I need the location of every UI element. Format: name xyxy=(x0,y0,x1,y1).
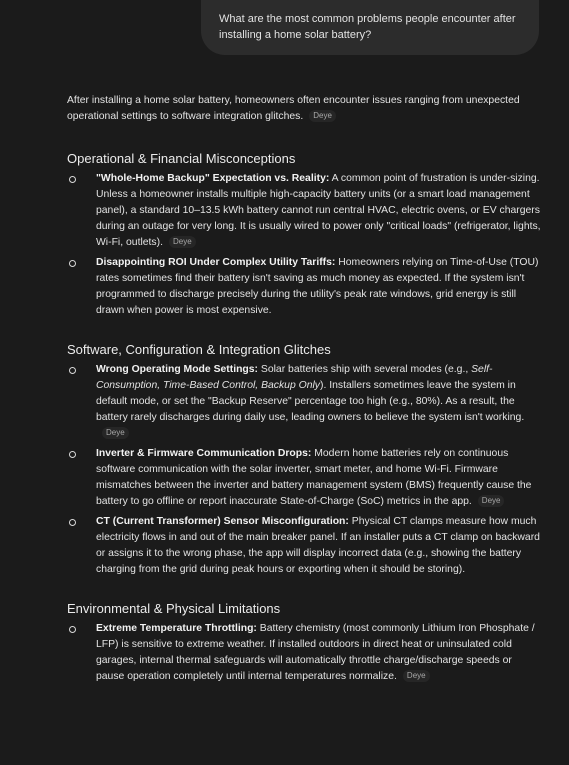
item-title: Disappointing ROI Under Complex Utility Tariffs: xyxy=(96,257,336,268)
item-text: Physical CT clamps measure how much electricity flows in and out of the main breaker panel. If an installer puts a CT clamp on backward or assigns it to the wrong phase, the app will display incorrect data (e.g., showing the battery charging from the grid during peak hours or exporting when it should be storing). xyxy=(96,516,540,575)
hollow-bullet-icon xyxy=(69,519,76,526)
item-title: "Whole-Home Backup" Expectation vs. Reality: xyxy=(96,173,330,184)
hollow-bullet-icon xyxy=(69,176,76,183)
section-list-environmental xyxy=(67,621,543,685)
intro-text: After installing a home solar battery, homeowners often encounter issues ranging from unexpected operational settings to software integration glitches. xyxy=(67,95,520,122)
section-list-operational xyxy=(67,171,543,319)
item-text: Homeowners relying on Time-of-Use (TOU) rates sometimes find their battery isn't saving as much money as expected. If the system isn't programmed to discharge precisely during the utility's peak rate windows, grid energy is still drawn when power is most expensive. xyxy=(96,257,539,316)
item-text: A common point of frustration is under-sizing. Unless a homeowner installs multiple high-capacity battery units (or a smart load management panel), a standard 10–13.5 kWh battery cannot run central HVAC, electric ovens, or EV chargers during an outage for very long. It is usually wired to power only "critical loads" (refrigerator, lights, Wi-Fi, outlets). xyxy=(96,173,541,248)
list-item xyxy=(67,362,543,442)
item-title: CT (Current Transformer) Sensor Misconfiguration: xyxy=(96,516,349,527)
hollow-bullet-icon xyxy=(69,626,76,633)
section-list-software xyxy=(67,362,543,578)
user-message-bubble xyxy=(201,0,539,55)
list-item xyxy=(67,621,543,685)
list-item xyxy=(67,514,543,578)
item-text: Battery chemistry (most commonly Lithium Iron Phosphate / LFP) is sensitive to extreme weather. If installed outdoors in direct heat or uninsulated cold garages, internal thermal safeguards will automatically throttle charge/discharge speeds or pause operation completely until internal temperatures normalize. xyxy=(96,623,535,682)
item-title: Extreme Temperature Throttling: xyxy=(96,623,257,634)
section-heading-operational: Operational & Financial Misconceptions xyxy=(67,151,296,166)
response-intro xyxy=(67,93,543,125)
section-heading-software: Software, Configuration & Integration Glitches xyxy=(67,342,331,357)
source-chip[interactable]: Deye xyxy=(403,670,430,682)
item-text: Modern home batteries rely on continuous software communication with the solar inverter, smart meter, and home Wi-Fi. Firmware mismatches between the inverter and battery management system (BMS) frequently cause the battery to go offline or report inaccurate State-of-Charge (SoC) metrics in the app. xyxy=(96,448,532,507)
list-item xyxy=(67,446,543,510)
source-chip[interactable]: Deye xyxy=(102,427,129,439)
hollow-bullet-icon xyxy=(69,367,76,374)
list-item xyxy=(67,255,543,319)
item-title: Wrong Operating Mode Settings: xyxy=(96,364,259,375)
list-item xyxy=(67,171,543,251)
item-text: ). Installers sometimes leave the system in default mode, or set the "Backup Reserve" percentage too high (e.g., 80%). As a result, the battery rarely discharges during daily use, leading owners to believe the system isn't working. xyxy=(96,380,525,423)
source-chip[interactable]: Deye xyxy=(309,110,336,122)
user-message-text: What are the most common problems people encounter after installing a home solar battery? xyxy=(219,13,516,41)
hollow-bullet-icon xyxy=(69,451,76,458)
item-text: Solar batteries ship with several modes (e.g., xyxy=(258,364,472,375)
item-text-emphasis: Self-Consumption, Time-Based Control, Backup Only xyxy=(96,364,493,391)
source-chip[interactable]: Deye xyxy=(478,495,505,507)
source-chip[interactable]: Deye xyxy=(169,236,196,248)
assistant-response xyxy=(67,93,543,689)
section-heading-environmental: Environmental & Physical Limitations xyxy=(67,601,281,616)
item-title: Inverter & Firmware Communication Drops: xyxy=(96,448,312,459)
hollow-bullet-icon xyxy=(69,260,76,267)
